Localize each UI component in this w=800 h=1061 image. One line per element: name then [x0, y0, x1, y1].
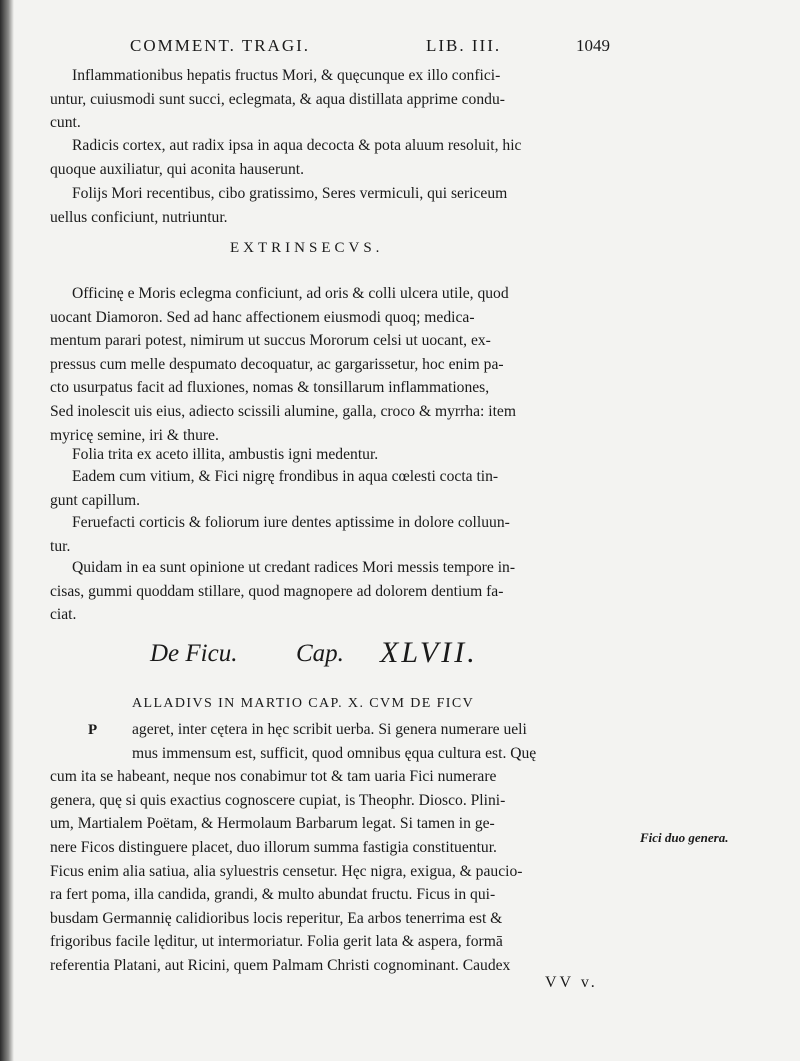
text-line: mus immensum est, sufficit, quod omnibus ęqua cultura est. Quę: [132, 744, 537, 762]
paragraph-officinae: [50, 282, 630, 447]
paragraph-folia-trita: [50, 443, 630, 467]
text-line: nere Ficos distinguere placet, duo illorum summa fastigia constituentur.: [50, 838, 497, 856]
book-number: LIB. III.: [426, 36, 502, 55]
paragraph-quidam: [50, 556, 630, 627]
text-line: referentia Platani, aut Ricini, quem Palmam Christi cognominant. Caudex: [50, 956, 511, 974]
text-line: myricę semine, iri & thure.: [50, 426, 219, 444]
text-line: Officinę e Moris eclegma conficiunt, ad oris & colli ulcera utile, quod: [72, 285, 509, 302]
text-line: gunt capillum.: [50, 491, 141, 509]
margin-note: Fici duo genera.: [640, 830, 729, 845]
text-line: genera, quę si quis exactius cognoscere cupiat, is Theophr. Diosco. Plini-: [50, 791, 506, 809]
text-line: mentum parari potest, nimirum ut succus Mororum celsi ut uocant, ex-: [50, 332, 491, 350]
text-line: untur, cuiusmodi sunt succi, eclegmata, & aqua distillata apprime condu-: [50, 90, 505, 108]
chapter-cap-label: Cap.: [296, 640, 344, 667]
text-line: Inflammationibus hepatis fructus Mori, & quęcunque ex illo confici-: [72, 67, 501, 84]
text-line: Feruefacti corticis & foliorum iure dentes aptissime in dolore colluun-: [72, 514, 510, 531]
text-line: Eadem cum vitium, & Fici nigrę frondibus in aqua cœlesti cocta tin-: [72, 468, 499, 485]
section-heading-extrinsecus: EXTRINSECVS.: [230, 240, 384, 256]
paragraph-feruefacti: [50, 511, 630, 558]
text-line: Sed inolescit uis eius, adiecto scissili alumine, galla, croco & myrrha: item: [50, 402, 516, 420]
text-line: Quidam in ea sunt opinione ut credant radices Mori messis tempore in-: [72, 559, 516, 576]
text-line: tur.: [50, 537, 71, 555]
text-line: ra fert poma, illa candida, grandi, & multo abundat fructu. Ficus in qui-: [50, 886, 496, 904]
text-line: cunt.: [50, 114, 81, 132]
text-line: um, Martialem Poëtam, & Hermolaum Barbarum legat. Si tamen in ge-: [50, 815, 495, 833]
text-line: cto usurpatus facit ad fluxiones, nomas & tonsillarum inflammationes,: [50, 379, 490, 397]
text-line: Radicis cortex, aut radix ipsa in aqua decocta & pota aluum resoluit, hic: [72, 137, 522, 154]
paragraph-inflammationibus: [50, 64, 630, 135]
text-line: uocant Diamoron. Sed ad hanc affectionem eiusmodi quoq; medica-: [50, 308, 475, 326]
signature-mark: VV v.: [545, 974, 598, 991]
text-line: busdam Germannię calidioribus locis reperitur, Ea arbos tenerrima est &: [50, 909, 503, 927]
text-line: pressus cum melle despumato decoquatur, ac gargarissetur, hoc enim pa-: [50, 355, 504, 373]
text-line: frigoribus facile lęditur, ut intermoriatur. Folia gerit lata & aspera, formā: [50, 933, 503, 951]
text-line: Ficus enim alia satiua, alia syluestris censetur. Hęc nigra, exigua, & paucio-: [50, 862, 523, 880]
paragraph-eadem: [50, 465, 630, 512]
text-line: ageret, inter cętera in hęc scribit uerba. Si genera numerare ueli: [132, 721, 527, 738]
paragraph-radicis: [50, 134, 630, 181]
chapter-title: De Ficu.: [150, 640, 238, 667]
text-line: ciat.: [50, 606, 77, 624]
chapter-body-text: [50, 718, 630, 978]
running-title: COMMENT. TRAGI.: [130, 36, 311, 55]
chapter-opening-caps: ALLADIVS IN MARTIO CAP. X. CVM DE FICV: [132, 696, 475, 711]
paragraph-folijs: [50, 182, 630, 229]
text-line: cum ita se habeant, neque nos conabimur tot & tam uaria Fici numerare: [50, 768, 497, 786]
text-line: Folijs Mori recentibus, cibo gratissimo, Seres vermiculi, qui sericeum: [72, 185, 508, 202]
page-number: 1049: [576, 36, 610, 55]
drop-cap-initial: P: [88, 722, 98, 738]
page-binding-edge: [0, 0, 14, 1061]
text-line: uellus conficiunt, nutriuntur.: [50, 208, 228, 226]
chapter-number: XLVII.: [380, 636, 478, 669]
text-line: Folia trita ex aceto illita, ambustis igni medentur.: [72, 446, 379, 463]
text-line: cisas, gummi quoddam stillare, quod magnopere ad dolorem dentium fa-: [50, 582, 504, 600]
text-line: quoque auxiliatur, qui aconita hauserunt.: [50, 160, 304, 178]
